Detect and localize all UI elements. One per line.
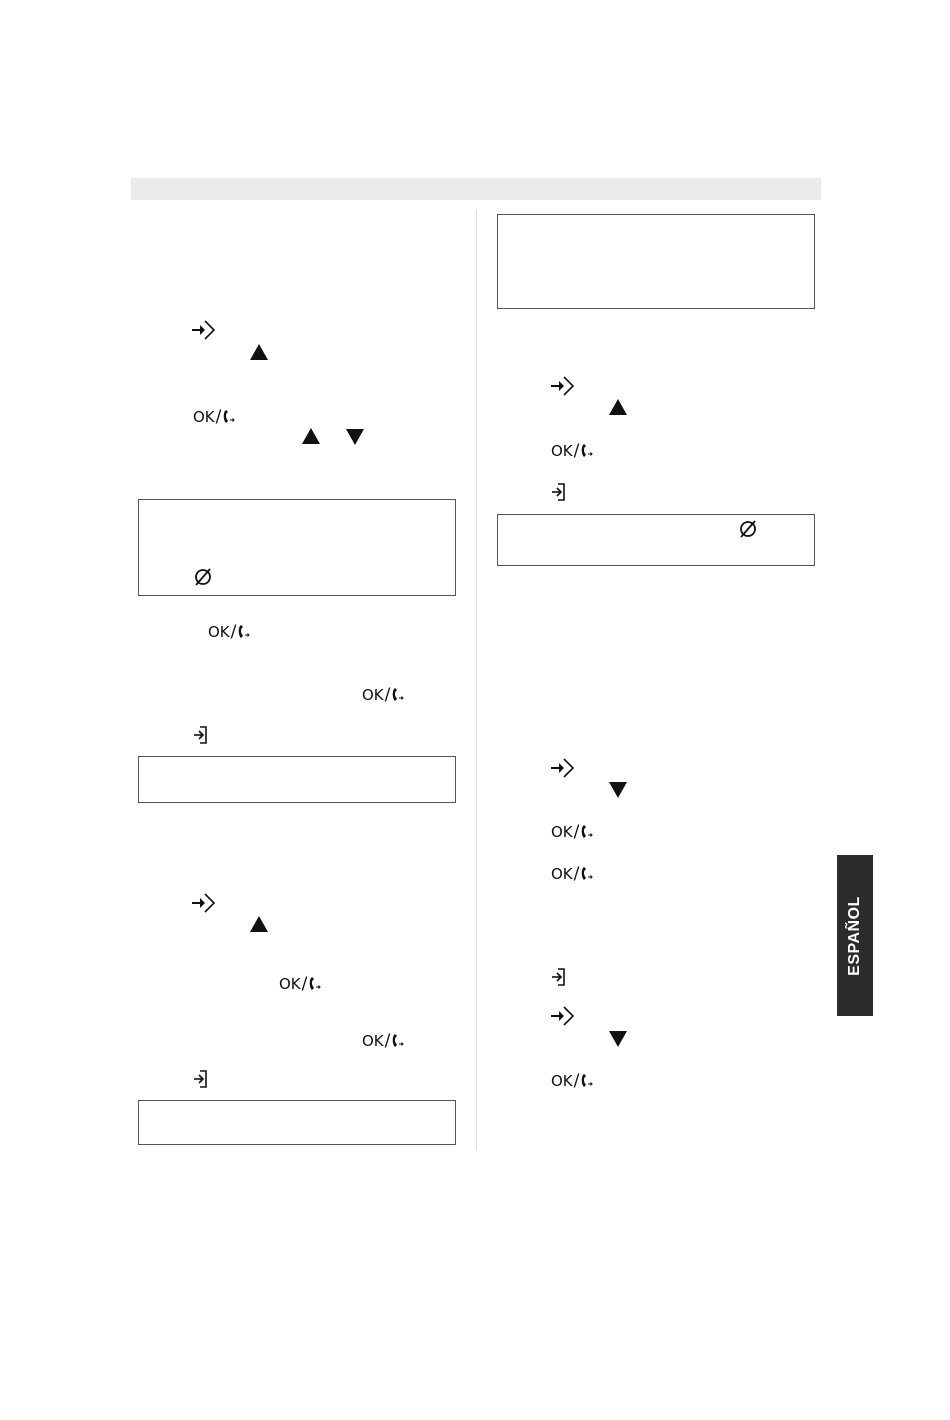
ok-phone-key bbox=[551, 865, 593, 883]
ok-phone-key bbox=[208, 623, 250, 641]
note-box bbox=[138, 1100, 456, 1145]
ok-key-label: OK bbox=[551, 865, 573, 883]
note-box bbox=[138, 756, 456, 803]
header-band bbox=[131, 178, 821, 200]
ok-key-slash: / bbox=[573, 441, 580, 461]
exit-icon bbox=[551, 967, 567, 987]
ok-key-slash: / bbox=[384, 685, 391, 705]
phone-icon bbox=[580, 443, 593, 458]
down-arrow-icon bbox=[609, 782, 627, 798]
empty-set-icon bbox=[193, 567, 213, 587]
ok-key-label: OK bbox=[551, 1072, 573, 1090]
up-arrow-icon bbox=[250, 344, 268, 360]
up-arrow-icon bbox=[302, 428, 320, 444]
exit-icon bbox=[193, 1069, 209, 1089]
language-tab-label: ESPAÑOL bbox=[846, 895, 863, 976]
ok-phone-key bbox=[551, 823, 593, 841]
phone-icon bbox=[580, 824, 593, 839]
phone-icon bbox=[237, 624, 250, 639]
menu-icon bbox=[550, 1006, 574, 1026]
menu-icon bbox=[191, 320, 215, 340]
phone-icon bbox=[391, 1033, 404, 1048]
ok-key-slash: / bbox=[384, 1031, 391, 1051]
phone-icon bbox=[580, 866, 593, 881]
phone-icon bbox=[222, 409, 235, 424]
ok-key-slash: / bbox=[215, 407, 222, 427]
empty-set-icon bbox=[738, 519, 758, 539]
ok-key-label: OK bbox=[279, 975, 301, 993]
ok-key-slash: / bbox=[301, 974, 308, 994]
ok-key-label: OK bbox=[551, 442, 573, 460]
menu-icon bbox=[550, 758, 574, 778]
note-box bbox=[497, 514, 815, 566]
ok-phone-key bbox=[551, 442, 593, 460]
note-box bbox=[497, 214, 815, 309]
ok-key-label: OK bbox=[551, 823, 573, 841]
exit-icon bbox=[193, 725, 209, 745]
menu-icon bbox=[191, 893, 215, 913]
ok-phone-key bbox=[279, 975, 321, 993]
down-arrow-icon bbox=[609, 1031, 627, 1047]
ok-key-label: OK bbox=[193, 408, 215, 426]
ok-phone-key bbox=[362, 1032, 404, 1050]
up-arrow-icon bbox=[250, 916, 268, 932]
ok-key-label: OK bbox=[362, 1032, 384, 1050]
note-box bbox=[138, 499, 456, 596]
phone-icon bbox=[391, 687, 404, 702]
ok-phone-key bbox=[362, 686, 404, 704]
column-divider bbox=[476, 210, 477, 1150]
ok-key-slash: / bbox=[230, 622, 237, 642]
ok-key-slash: / bbox=[573, 1071, 580, 1091]
ok-key-slash: / bbox=[573, 864, 580, 884]
ok-key-label: OK bbox=[362, 686, 384, 704]
language-tab bbox=[837, 855, 873, 1016]
down-arrow-icon bbox=[346, 429, 364, 445]
phone-icon bbox=[308, 976, 321, 991]
ok-phone-key bbox=[551, 1072, 593, 1090]
ok-key-label: OK bbox=[208, 623, 230, 641]
ok-key-slash: / bbox=[573, 822, 580, 842]
ok-phone-key bbox=[193, 408, 235, 426]
menu-icon bbox=[550, 376, 574, 396]
phone-icon bbox=[580, 1073, 593, 1088]
exit-icon bbox=[551, 482, 567, 502]
up-arrow-icon bbox=[609, 399, 627, 415]
